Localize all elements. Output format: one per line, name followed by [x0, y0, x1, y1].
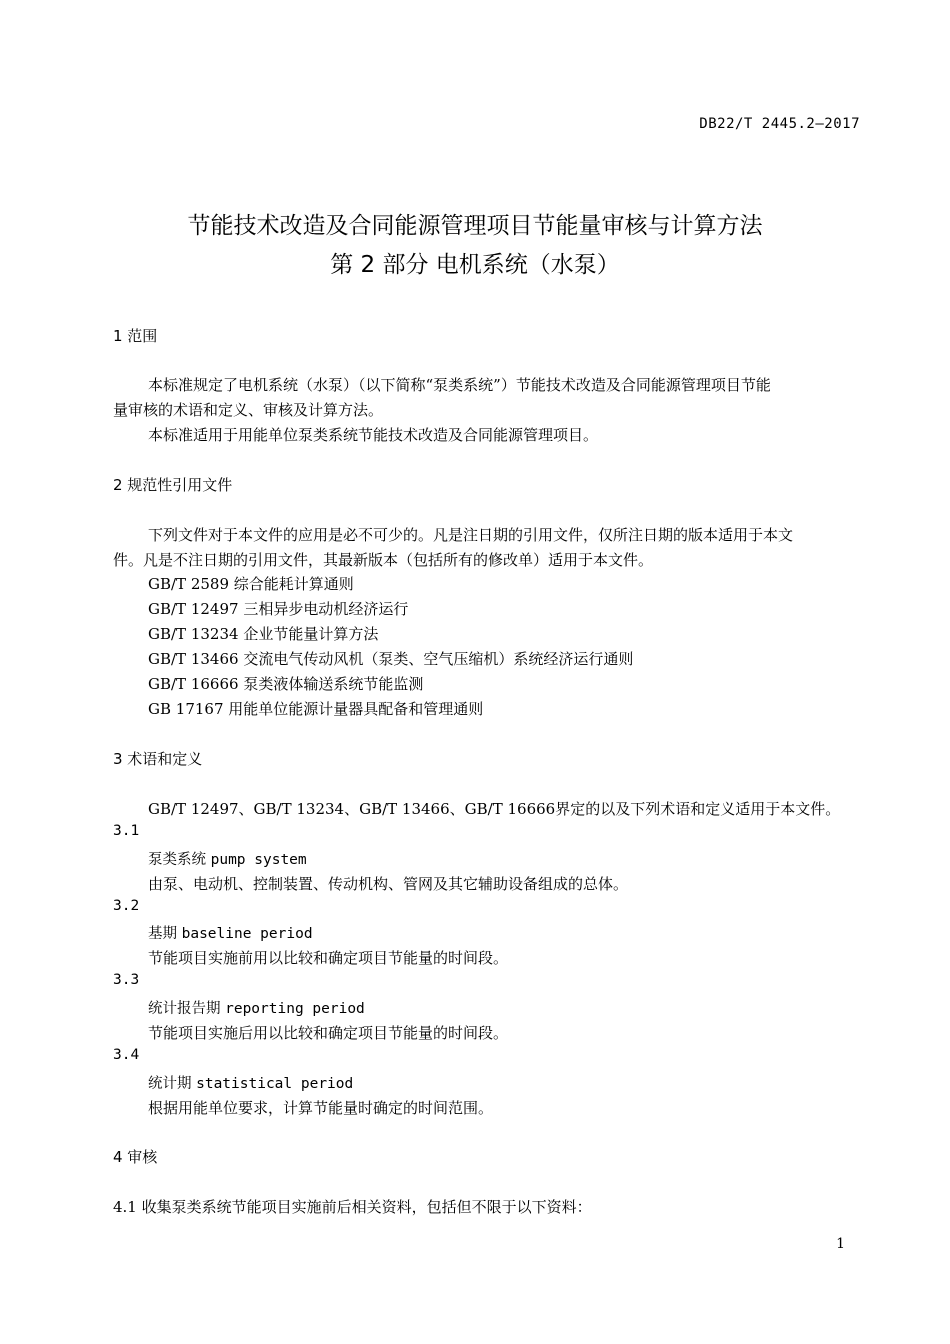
section-1-heading: 1 范围 — [113, 327, 158, 345]
term-heading — [148, 848, 307, 869]
term-definition: 节能项目实施后用以比较和确定项目节能量的时间段。 — [148, 1024, 509, 1042]
term-definition: 节能项目实施前用以比较和确定项目节能量的时间段。 — [148, 949, 509, 967]
section-1-paragraph: 本标准规定了电机系统（水泵）（以下简称“泵类系统”）节能技术改造及合同能源管理项目节能 — [148, 376, 771, 394]
term-zh: 泵类系统 — [148, 852, 206, 868]
term-en: baseline period — [181, 926, 313, 942]
section-2-paragraph: 下列文件对于本文件的应用是必不可少的。凡是注日期的引用文件，仅所注日期的版本适用于本文 — [148, 526, 794, 544]
term-heading — [148, 997, 365, 1018]
reference-item: GB/T 13234 企业节能量计算方法 — [148, 625, 379, 643]
document-subtitle: 第 2 部分 电机系统（水泵） — [330, 252, 620, 278]
section-1-paragraph-cont: 量审核的术语和定义、审核及计算方法。 — [113, 401, 384, 419]
section-3-heading: 3 术语和定义 — [113, 750, 203, 768]
section-3-intro: GB/T 12497、GB/T 13234、GB/T 13466、GB/T 16666界定的以及下列术语和定义适用于本文件。 — [148, 800, 841, 818]
term-number: 3.4 — [113, 1047, 140, 1063]
term-number: 3.2 — [113, 898, 140, 914]
document-title: 节能技术改造及合同能源管理项目节能量审核与计算方法 — [187, 213, 763, 239]
term-definition: 根据用能单位要求，计算节能量时确定的时间范围。 — [148, 1099, 494, 1117]
section-2-heading: 2 规范性引用文件 — [113, 476, 233, 494]
term-en: reporting period — [225, 1001, 365, 1017]
reference-item: GB/T 16666 泵类液体输送系统节能监测 — [148, 675, 424, 693]
reference-item: GB 17167 用能单位能源计量器具配备和管理通则 — [148, 700, 484, 718]
section-2-paragraph-cont: 件。凡是不注日期的引用文件，其最新版本（包括所有的修改单）适用于本文件。 — [113, 551, 654, 569]
reference-item: GB/T 13466 交流电气传动风机（泵类、空气压缩机）系统经济运行通则 — [148, 650, 634, 668]
section-4-heading: 4 审核 — [113, 1148, 158, 1166]
section-4-item-4-1: 4.1 收集泵类系统节能项目实施前后相关资料，包括但不限于以下资料： — [113, 1198, 592, 1216]
term-zh: 统计报告期 — [148, 1001, 221, 1017]
section-1-paragraph-2: 本标准适用于用能单位泵类系统节能技术改造及合同能源管理项目。 — [148, 426, 599, 444]
term-number: 3.3 — [113, 972, 140, 988]
term-en: pump system — [210, 852, 307, 868]
reference-item: GB/T 2589 综合能耗计算通则 — [148, 575, 354, 593]
term-heading — [148, 1072, 353, 1093]
term-en: statistical period — [196, 1076, 354, 1092]
term-number: 3.1 — [113, 823, 140, 839]
reference-item: GB/T 12497 三相异步电动机经济运行 — [148, 600, 409, 618]
page-number: 1 — [836, 1236, 845, 1252]
term-definition: 由泵、电动机、控制装置、传动机构、管网及其它辅助设备组成的总体。 — [148, 875, 629, 893]
term-heading — [148, 922, 313, 943]
term-zh: 基期 — [148, 926, 177, 942]
term-zh: 统计期 — [148, 1076, 192, 1092]
standard-number: DB22/T 2445.2—2017 — [699, 116, 860, 132]
